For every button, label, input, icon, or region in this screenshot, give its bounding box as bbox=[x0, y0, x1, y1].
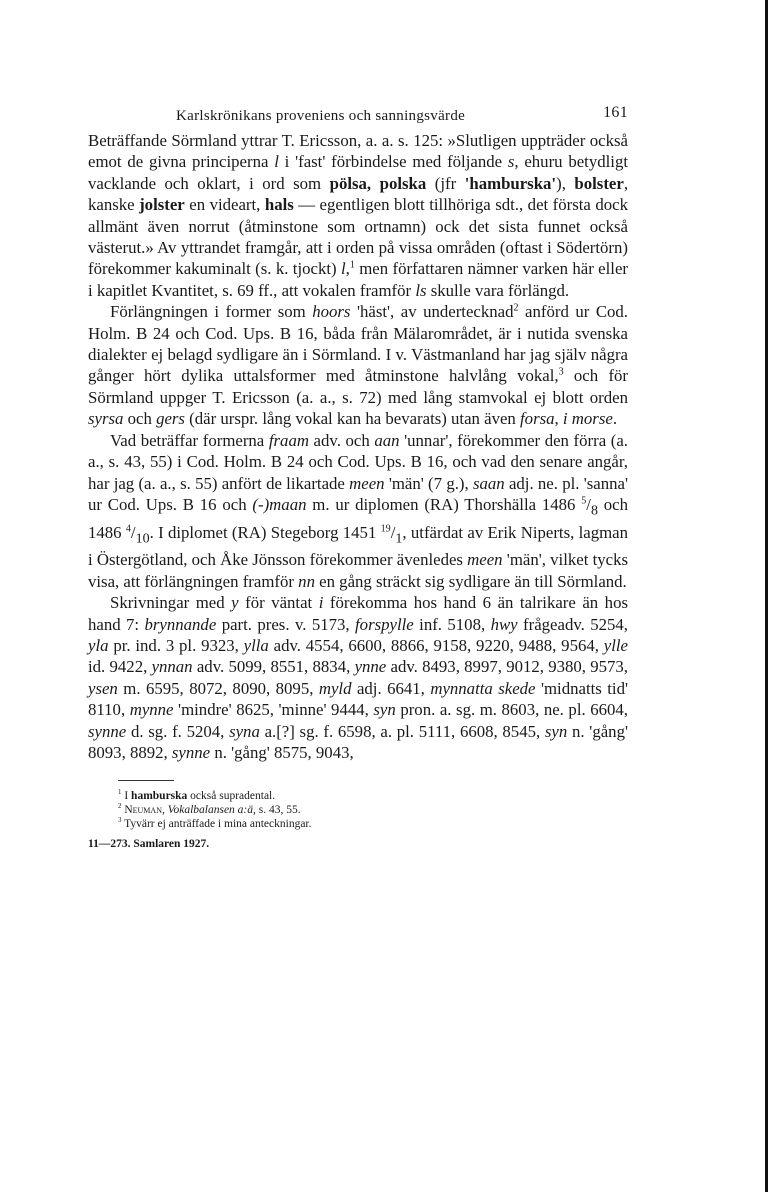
running-head bbox=[88, 100, 628, 130]
paragraph-4: Skrivningar med y för väntat i förekomma hos hand 6 än talrikare än hos hand 7: brynnande part. pres. v. 5173, forspylle inf. 5108, hwy frågeadv. 5254, yla pr. ind. 3 pl. 9323, ylla adv. 4554, 6600, 8866, 9158, 9220, 9488, 9564, ylle id. 9422, ynnan adv. 5099, 8551, 8834, ynne adv. 8493, 8997, 9012, 9380, 9573, ysen m. 6595, 8072, 8090, 8095, myld adj. 6641, mynnatta skede 'midnatts tid' 8110, mynne 'mindre' 8625, 'minne' 9444, syn pron. a. sg. m. 8603, ne. pl. 6604, synne d. sg. f. 5204, syna a.[?] sg. f. 6598, a. pl. 5111, 6608, 8545, syn n. 'gång' 8093, 8892, synne n. 'gång' 8575, 9043, bbox=[88, 593, 629, 763]
page-number: 161 bbox=[603, 104, 628, 121]
footnotes bbox=[88, 789, 628, 851]
body-text bbox=[88, 130, 628, 764]
running-head-title: Karlskrönikans proveniens och sanningsvärde bbox=[176, 108, 466, 124]
footnote-1: $^1$ I hamburska också supradental. bbox=[118, 788, 276, 802]
printer-signature: 11—273. Samlaren 1927. bbox=[88, 837, 210, 850]
book-page bbox=[88, 100, 628, 851]
paragraph-3: Vad beträffar formerna fraam adv. och aan 'unnar', förekommer den förra (a. a., s. 43, 55) i Cod. Holm. B 24 och Cod. Ups. B 16, och vad den senare angår, har jag (a. a., s. 55) anfört de likartade meen 'män' (7 g.), saan adj. ne. pl. 'sanna' ur Cod. Ups. B 16 och (-)maan m. ur diplomen (RA) Thorshälla 1486 $^5/_8$ och 1486 $^4/_{10}$. I diplomet (RA) Stegeborg 1451 $^{19}/_1$, utfärdat av Erik Niperts, lagman i Östergötland, och Åke Jönsson förekommer ävenledes meen 'män', vilket tycks visa, att förlängningen framför nn en gång sträckt sig sydligare än till Sörmland. bbox=[88, 430, 629, 591]
paragraph-2: Förlängningen i former som hoors 'häst', av undertecknad$^2$ anförd ur Cod. Holm. B 24 och Cod. Ups. B 16, båda från Mälarområdet, är i nutida svenska dialekter ej belagd sydligare än i Sörmland. I v. Västmanland har jag själv några gånger hört dylika uttalsformer med åtminstone halvlång vokal,$^3$ och för Sörmland uppger T. Ericsson (a. a., s. 72) med lång stamvokal ej blott orden syrsa och gers (där urspr. lång vokal kan ha bevarats) utan även forsa, i morse. bbox=[88, 302, 629, 429]
page-edge-rule bbox=[765, 0, 768, 1192]
footnote-2: $^2$ Neuman, Vokalbalansen a:ä, s. 43, 55. bbox=[118, 802, 301, 816]
paragraph-1: Beträffande Sörmland yttrar T. Ericsson, a. a. s. 125: »Slutligen uppträder också emot de givna principerna l i 'fast' förbindelse med följande s, ehuru betydligt vacklande och oklart, i ord som pölsa, polska (jfr 'hamburska'), bolster, kanske jolster en videart, hals — egentligen blott tillhöriga sdt., det första dock allmänt även norrut (åtminstone som ortnamn) ock det sista funnet också västerut.» Av yttrandet framgår, att i orden på vissa områden (oftast i Södertörn) förekommer kakuminalt (s. k. tjockt) l,$^1$ men författaren nämner varken här eller i kapitlet Kvantitet, s. 69 ff., att vokalen framför ls skulle vara förlängd. bbox=[88, 131, 629, 300]
footnote-3: $^3$ Tyvärr ej anträffade i mina anteckningar. bbox=[118, 816, 312, 830]
footnote-separator bbox=[118, 780, 174, 781]
